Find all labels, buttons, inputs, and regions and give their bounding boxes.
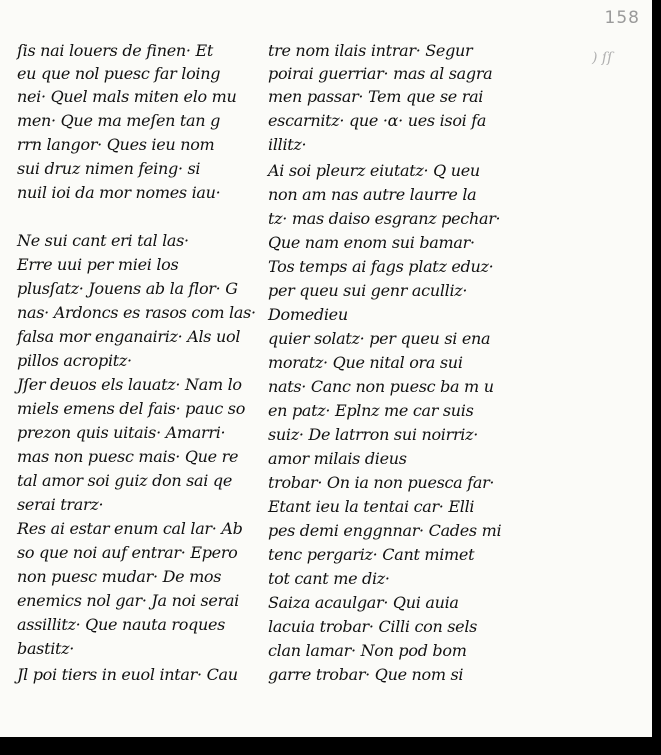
text-line: eu que nol puesc far loing — [17, 64, 221, 83]
text-line: assillitz· Que nauta roques — [17, 615, 226, 634]
text-line: non am nas autre laurre la — [268, 185, 477, 204]
text-line: pillos acropitz· — [17, 351, 132, 370]
text-line: miels emens del fais· pauc so — [17, 399, 246, 418]
text-line: Res ai estar enum cal lar· Ab — [17, 519, 243, 538]
text-line: non puesc mudar· De mos — [17, 567, 222, 586]
text-line: lacuia trobar· Cilli con sels — [268, 617, 478, 636]
text-line: Jl poi tiers in euol intar· Cau — [17, 665, 238, 684]
text-line: escarnitz· que ·ɑ· ues isoi fa — [268, 111, 487, 130]
text-line: Tos temps ai fags platz eduz· — [268, 257, 494, 276]
text-line: per queu sui genr aculliz· — [268, 281, 468, 300]
text-line: prezon quis uitais· Amarri· — [17, 423, 226, 442]
text-line: plusſatz· Jouens ab la flor· G — [17, 279, 238, 298]
margin-note: ) ſſ — [592, 50, 613, 66]
text-line: tz· mas daiso esgranz pechar· — [268, 209, 501, 228]
text-line: Ne sui cant eri tal las· — [17, 231, 189, 250]
text-line: garre trobar· Que nom si — [268, 665, 464, 684]
text-line: enemics nol gar· Ja noi serai — [17, 591, 239, 610]
text-line: tenc pergariz· Cant mimet — [268, 545, 475, 564]
text-line: illitz· — [268, 135, 307, 154]
text-line: tot cant me diz· — [268, 569, 390, 588]
text-line: clan lamar· Non pod bom — [268, 641, 467, 660]
text-line: mas non puesc mais· Que re — [17, 447, 239, 466]
text-line: rrn langor· Ques ieu nom — [17, 135, 215, 154]
text-line: Que nam enom sui bamar· — [268, 233, 475, 252]
text-line: nuil ioi da mor nomes iau· — [17, 183, 221, 202]
text-line: Jſer deuos els lauatz· Nam lo — [17, 375, 242, 394]
text-line: quier solatz· per queu si ena — [268, 329, 491, 348]
text-line: falsa mor enganairiz· Als uol — [17, 327, 241, 346]
text-line: amor milais dieus — [268, 449, 407, 468]
text-line: suiz· De latrron sui noirriz· — [268, 425, 479, 444]
text-line: nas· Ardoncs es rasos com las· — [17, 303, 256, 322]
text-line: nats· Canc non puesc ba m u — [268, 377, 494, 396]
text-line: Erre uui per miei los — [17, 255, 179, 274]
text-line: Etant ieu la tentai car· Elli — [268, 497, 475, 516]
text-line: men· Que ma meſen tan g — [17, 111, 221, 130]
text-line: serai trarz· — [17, 495, 104, 514]
text-line: Saiza acaulgar· Qui auia — [268, 593, 459, 612]
folio-number: 158 — [604, 8, 640, 28]
text-line: trobar· On ia non puesca far· — [268, 473, 495, 492]
text-line: men passar· Tem que se rai — [268, 87, 484, 106]
text-line: so que noi auf entrar· Epero — [17, 543, 238, 562]
text-line: Ai soi pleurz eiutatz· Q ueu — [268, 161, 480, 180]
text-line: bastitz· — [17, 639, 75, 658]
text-line: Domedieu — [268, 305, 348, 324]
text-line: ſis nai louers de finen· Et — [17, 41, 213, 60]
text-line: tal amor soi guiz don sai qe — [17, 471, 233, 490]
text-line: nei· Quel mals miten elo mu — [17, 87, 237, 106]
text-line: tre nom ilais intrar· Segur — [268, 41, 473, 60]
text-line: poirai guerriar· mas al sagra — [268, 64, 493, 83]
text-line: sui druz nimen feing· si — [17, 159, 201, 178]
text-line: moratz· Que nital ora sui — [268, 353, 463, 372]
text-line: en patz· Eplnz me car suis — [268, 401, 474, 420]
text-line: pes demi enggnnar· Cades mi — [268, 521, 502, 540]
